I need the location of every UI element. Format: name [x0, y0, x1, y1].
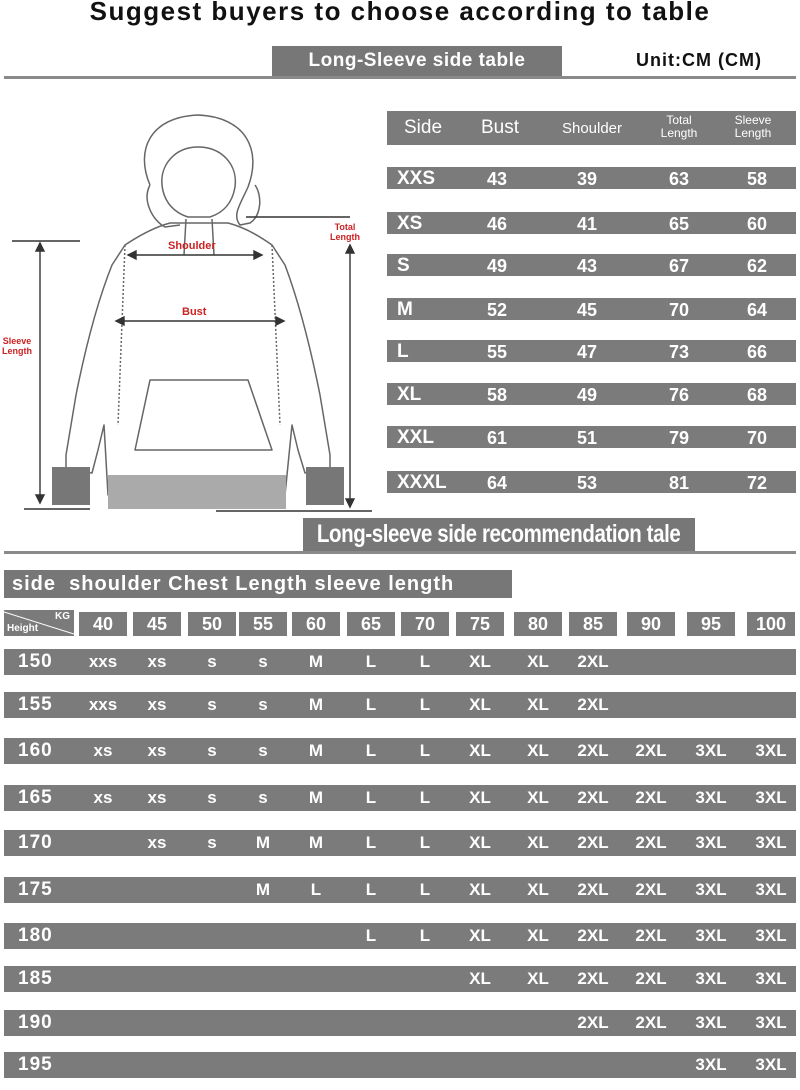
- total-length-value: 63: [668, 169, 690, 189]
- size-cell: 3XL: [755, 788, 787, 807]
- size-cell: 2XL: [577, 695, 609, 714]
- recommendation-row: [4, 966, 796, 992]
- header-total-length: Total Length: [660, 113, 698, 140]
- size-cell: s: [258, 695, 268, 714]
- size-cell: L: [365, 695, 377, 714]
- diagram-shoulder-label: Shoulder: [168, 240, 216, 252]
- total-length-value: 76: [668, 385, 690, 405]
- size-cell: 3XL: [695, 741, 727, 760]
- recommendation-row: [4, 692, 796, 718]
- diagram-total-length-label: Total Length: [330, 222, 360, 242]
- size-label: S: [397, 255, 410, 276]
- size-cell: XL: [469, 880, 491, 899]
- size-cell: 2XL: [577, 833, 609, 852]
- size-cell: 3XL: [695, 1013, 727, 1032]
- bust-value: 43: [486, 169, 508, 189]
- height-value: 180: [18, 925, 53, 946]
- size-cell: xs: [93, 741, 113, 760]
- weight-header: 40: [79, 612, 127, 636]
- height-weight-corner: [4, 610, 74, 636]
- bust-value: 52: [486, 300, 508, 320]
- recommendation-row: [4, 830, 796, 856]
- size-cell: 2XL: [577, 741, 609, 760]
- shoulder-value: 45: [576, 300, 598, 320]
- size-cell: XL: [527, 741, 549, 760]
- size-cell: 2XL: [635, 1013, 667, 1032]
- size-cell: M: [308, 741, 324, 760]
- bust-value: 55: [486, 342, 508, 362]
- size-cell: 2XL: [635, 833, 667, 852]
- size-cell: XL: [469, 695, 491, 714]
- sleeve-length-value: 60: [746, 214, 768, 234]
- size-cell: M: [255, 880, 271, 899]
- size-label: XS: [397, 213, 423, 234]
- recommendation-row: [4, 923, 796, 949]
- size-cell: M: [308, 695, 324, 714]
- size-cell: XL: [469, 652, 491, 671]
- recommendation-row: [4, 1052, 796, 1078]
- size-cell: XL: [527, 926, 549, 945]
- weight-header: 65: [347, 612, 395, 636]
- size-label: XL: [397, 384, 422, 405]
- size-cell: L: [365, 880, 377, 899]
- shoulder-value: 49: [576, 385, 598, 405]
- corner-kg: KG: [55, 611, 70, 622]
- size-table-header: [387, 111, 796, 145]
- size-cell: 3XL: [695, 1055, 727, 1074]
- size-cell: L: [419, 880, 431, 899]
- sleeve-length-value: 72: [746, 473, 768, 493]
- recommendation-row: [4, 649, 796, 675]
- recommendation-row: [4, 738, 796, 764]
- bust-value: 61: [486, 428, 508, 448]
- size-cell: 2XL: [577, 1013, 609, 1032]
- size-cell: 2XL: [635, 741, 667, 760]
- shoulder-value: 47: [576, 342, 598, 362]
- weight-header: 55: [239, 612, 287, 636]
- diagram-bust-label: Bust: [182, 306, 207, 318]
- size-cell: xs: [147, 695, 167, 714]
- size-cell: xs: [147, 788, 167, 807]
- size-cell: 3XL: [695, 788, 727, 807]
- sleeve-length-value: 70: [746, 428, 768, 448]
- size-cell: M: [308, 652, 324, 671]
- size-cell: s: [207, 788, 217, 807]
- size-cell: L: [365, 926, 377, 945]
- size-label: L: [397, 341, 409, 362]
- mid-divider: [4, 551, 796, 554]
- size-cell: s: [258, 788, 268, 807]
- recommendation-row: [4, 877, 796, 903]
- weight-header: 50: [188, 612, 236, 636]
- size-cell: L: [365, 741, 377, 760]
- size-cell: 3XL: [755, 833, 787, 852]
- size-cell: 3XL: [755, 880, 787, 899]
- height-value: 150: [18, 651, 53, 672]
- size-cell: XL: [469, 788, 491, 807]
- total-length-value: 67: [668, 256, 690, 276]
- weight-header: 60: [292, 612, 340, 636]
- recommendation-banner: [303, 518, 695, 551]
- sleeve-length-value: 66: [746, 342, 768, 362]
- size-cell: L: [419, 788, 431, 807]
- right-cuff: [306, 467, 344, 505]
- size-cell: L: [310, 880, 322, 899]
- size-cell: 2XL: [635, 788, 667, 807]
- sleeve-length-value: 68: [746, 385, 768, 405]
- height-value: 195: [18, 1054, 53, 1075]
- diagram-sleeve-length-label: Sleeve Length: [2, 336, 32, 356]
- size-cell: XL: [527, 833, 549, 852]
- size-label: XXXL: [397, 472, 447, 493]
- size-cell: L: [419, 741, 431, 760]
- size-label: M: [397, 299, 413, 320]
- unit-label: Unit:CM (CM): [636, 50, 762, 70]
- size-cell: L: [365, 833, 377, 852]
- bust-value: 64: [486, 473, 508, 493]
- sleeve-length-value: 64: [746, 300, 768, 320]
- height-value: 170: [18, 832, 53, 853]
- size-cell: 3XL: [695, 926, 727, 945]
- height-value: 155: [18, 694, 53, 715]
- recommendation-banner-text: Long-sleeve side recommendation tale: [317, 520, 681, 548]
- header-shoulder: Shoulder: [561, 120, 623, 137]
- page-title: Suggest buyers to choose according to table: [89, 0, 711, 26]
- size-cell: xs: [93, 788, 113, 807]
- size-cell: XL: [527, 652, 549, 671]
- weight-header: 90: [627, 612, 675, 636]
- size-cell: M: [308, 788, 324, 807]
- size-cell: 2XL: [577, 969, 609, 988]
- recommendation-subheader-text: side shoulder Chest Length sleeve length: [12, 572, 455, 595]
- size-cell: L: [419, 695, 431, 714]
- size-cell: XL: [469, 741, 491, 760]
- size-cell: xs: [147, 652, 167, 671]
- size-cell: 2XL: [635, 969, 667, 988]
- left-cuff: [52, 467, 90, 505]
- height-value: 175: [18, 879, 53, 900]
- size-cell: L: [419, 652, 431, 671]
- size-table-banner-text: Long-Sleeve side table: [308, 50, 526, 71]
- weight-header: 70: [401, 612, 449, 636]
- size-label: XXL: [397, 427, 434, 448]
- total-length-value: 65: [668, 214, 690, 234]
- sleeve-length-value: 58: [746, 169, 768, 189]
- size-cell: s: [258, 652, 268, 671]
- size-cell: s: [207, 741, 217, 760]
- size-cell: xxs: [88, 695, 118, 714]
- size-cell: XL: [527, 788, 549, 807]
- size-cell: s: [207, 833, 217, 852]
- recommendation-row: [4, 1010, 796, 1036]
- corner-height: Height: [7, 623, 39, 634]
- shoulder-value: 53: [576, 473, 598, 493]
- size-cell: s: [207, 652, 217, 671]
- header-sleeve-length: Sleeve Length: [734, 113, 772, 140]
- bust-value: 49: [486, 256, 508, 276]
- weight-header: 80: [514, 612, 562, 636]
- bust-value: 46: [486, 214, 508, 234]
- size-cell: 2XL: [577, 652, 609, 671]
- size-cell: 3XL: [695, 833, 727, 852]
- header-bust: Bust: [480, 117, 520, 138]
- height-value: 190: [18, 1012, 53, 1033]
- size-cell: M: [255, 833, 271, 852]
- size-cell: L: [365, 788, 377, 807]
- sleeve-length-value: 62: [746, 256, 768, 276]
- size-cell: XL: [469, 926, 491, 945]
- total-length-value: 79: [668, 428, 690, 448]
- size-cell: xxs: [88, 652, 118, 671]
- size-cell: 2XL: [577, 880, 609, 899]
- size-cell: 3XL: [755, 741, 787, 760]
- weight-header: 45: [133, 612, 181, 636]
- hem: [108, 475, 286, 509]
- total-length-value: 81: [668, 473, 690, 493]
- size-cell: 2XL: [577, 926, 609, 945]
- size-cell: 3XL: [755, 926, 787, 945]
- size-cell: L: [365, 652, 377, 671]
- size-cell: M: [308, 833, 324, 852]
- height-value: 185: [18, 968, 53, 989]
- size-cell: L: [419, 833, 431, 852]
- weight-header: 95: [687, 612, 735, 636]
- total-length-value: 73: [668, 342, 690, 362]
- size-cell: 3XL: [695, 880, 727, 899]
- size-cell: 3XL: [755, 1013, 787, 1032]
- recommendation-row: [4, 785, 796, 811]
- total-length-value: 70: [668, 300, 690, 320]
- size-cell: s: [258, 741, 268, 760]
- size-label: XXS: [397, 168, 436, 189]
- size-cell: 3XL: [755, 969, 787, 988]
- size-cell: XL: [527, 695, 549, 714]
- size-cell: s: [207, 695, 217, 714]
- bust-value: 58: [486, 385, 508, 405]
- shoulder-value: 39: [576, 169, 598, 189]
- weight-header: 100: [747, 612, 795, 636]
- size-table-banner: [272, 46, 562, 76]
- size-cell: 3XL: [755, 1055, 787, 1074]
- size-cell: L: [419, 926, 431, 945]
- size-cell: XL: [469, 969, 491, 988]
- header-side: Side: [403, 117, 443, 138]
- size-cell: XL: [527, 969, 549, 988]
- size-cell: 2XL: [635, 926, 667, 945]
- weight-header: 75: [456, 612, 504, 636]
- size-cell: XL: [527, 880, 549, 899]
- size-cell: XL: [469, 833, 491, 852]
- weight-header: 85: [569, 612, 617, 636]
- height-value: 160: [18, 740, 53, 761]
- height-value: 165: [18, 787, 53, 808]
- recommendation-subheader: [4, 570, 512, 598]
- size-cell: xs: [147, 833, 167, 852]
- size-cell: 2XL: [577, 788, 609, 807]
- size-cell: xs: [147, 741, 167, 760]
- shoulder-value: 41: [576, 214, 598, 234]
- size-cell: 2XL: [635, 880, 667, 899]
- top-divider: [4, 76, 796, 79]
- size-cell: 3XL: [695, 969, 727, 988]
- shoulder-value: 51: [576, 428, 598, 448]
- shoulder-value: 43: [576, 256, 598, 276]
